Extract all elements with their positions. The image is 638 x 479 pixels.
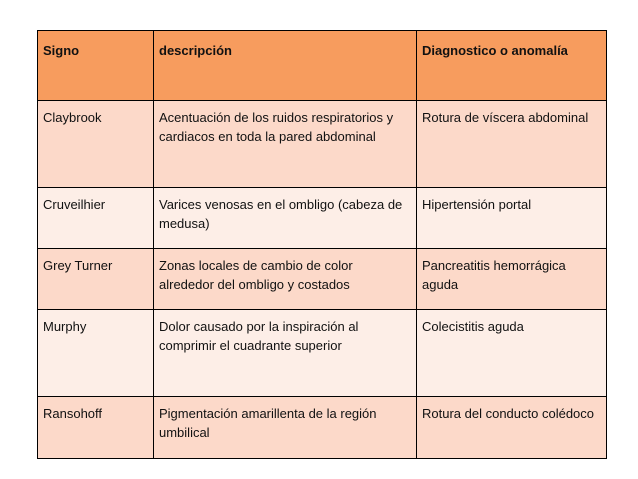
header-signo: Signo bbox=[38, 31, 154, 101]
signs-table bbox=[37, 30, 607, 459]
cell-descripcion: Acentuación de los ruidos respiratorios y cardiacos en toda la pared abdominal bbox=[154, 101, 417, 188]
cell-diagnostico: Colecistitis aguda bbox=[417, 310, 607, 397]
header-diagnostico: Diagnostico o anomalía bbox=[417, 31, 607, 101]
table-row bbox=[38, 188, 607, 249]
cell-signo: Claybrook bbox=[38, 101, 154, 188]
table-header-row bbox=[38, 31, 607, 101]
table-row bbox=[38, 101, 607, 188]
cell-descripcion: Varices venosas en el ombligo (cabeza de medusa) bbox=[154, 188, 417, 249]
header-descripcion: descripción bbox=[154, 31, 417, 101]
cell-diagnostico: Hipertensión portal bbox=[417, 188, 607, 249]
cell-diagnostico: Rotura de víscera abdominal bbox=[417, 101, 607, 188]
cell-descripcion: Dolor causado por la inspiración al comprimir el cuadrante superior bbox=[154, 310, 417, 397]
cell-descripcion: Pigmentación amarillenta de la región umbilical bbox=[154, 397, 417, 459]
table-row bbox=[38, 397, 607, 459]
cell-signo: Cruveilhier bbox=[38, 188, 154, 249]
table-row bbox=[38, 310, 607, 397]
cell-signo: Ransohoff bbox=[38, 397, 154, 459]
cell-signo: Grey Turner bbox=[38, 249, 154, 310]
cell-descripcion: Zonas locales de cambio de color alrededor del ombligo y costados bbox=[154, 249, 417, 310]
cell-signo: Murphy bbox=[38, 310, 154, 397]
cell-diagnostico: Rotura del conducto colédoco bbox=[417, 397, 607, 459]
cell-diagnostico: Pancreatitis hemorrágica aguda bbox=[417, 249, 607, 310]
table-row bbox=[38, 249, 607, 310]
